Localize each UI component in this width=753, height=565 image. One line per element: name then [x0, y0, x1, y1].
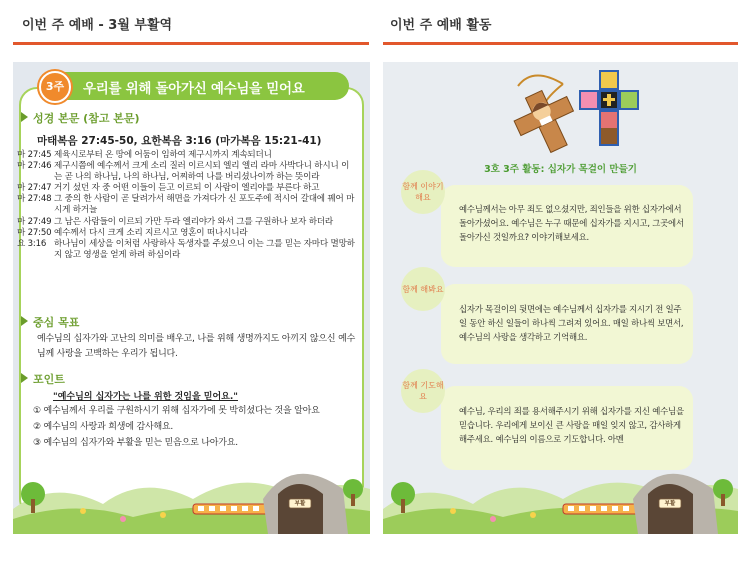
scripture-heading: 성경 본문 (참고 본문) [21, 110, 140, 126]
verse-ref: 마 27:50 [17, 227, 52, 238]
verse-text: 예수께서 다시 크게 소리 지르시고 영혼이 떠나시니라 [54, 227, 248, 238]
verse-row [17, 239, 357, 261]
do-label: 함께 해봐요 [401, 267, 445, 311]
verse-row [17, 150, 357, 161]
verse-ref: 마 27:48 [17, 194, 52, 205]
verse-row [17, 161, 357, 183]
activity-panel [383, 62, 738, 534]
lesson-title: 우리를 위해 돌아가신 예수님을 믿어요 [83, 81, 305, 97]
scripture-reference: 마태복음 27:45-50, 요한복음 3:16 (마가복음 15:21-41) [37, 135, 322, 147]
landscape-illustration [13, 449, 370, 534]
scene-sign: 부활 [294, 501, 306, 507]
pray-label: 함께 기도해요 [401, 369, 445, 413]
verse-text: 그 남은 사람들이 이르되 가만 두라 엘리야가 와서 그를 구원하나 보자 하더라 [54, 216, 333, 227]
point-item: ② 예수님의 사랑과 희생에 감사해요. [33, 422, 174, 432]
verse-ref: 요 3:16 [17, 238, 47, 249]
verse-text: 거기 섰던 자 중 어떤 이들이 듣고 이르되 이 사람이 엘리야를 부른다 하고 [54, 183, 320, 194]
left-header-rule [13, 42, 369, 45]
triangle-bullet-icon [21, 316, 28, 326]
week-badge: 3주 [39, 71, 71, 103]
triangle-bullet-icon [21, 112, 28, 122]
verse-text: 제육시로부터 온 땅에 어둠이 임하여 제구시까지 계속되더니 [54, 150, 272, 160]
verse-row [17, 228, 357, 239]
verse-ref: 마 27:45 [17, 150, 52, 160]
verse-row [17, 183, 357, 194]
point-heading: 포인트 [21, 371, 65, 387]
verse-text: 하나님이 세상을 이처럼 사랑하사 독생자를 주셨으니 이는 그를 믿는 자마다 멸망하지 않고 영생을 얻게 하려 하심이라 [54, 238, 355, 260]
landscape-illustration [383, 449, 738, 534]
talk-label: 함께 이야기 해요 [401, 170, 445, 214]
do-bubble: 십자가 목걸이의 뒷면에는 예수님께서 십자가를 지시기 전 일주일 동안 하신 일들이 하나씩 그려져 있어요. 매일 하나씩 보면서, 예수님의 사랑을 생각하고 기억해요. [441, 284, 693, 364]
right-page-header: 이번 주 예배 활동 [390, 18, 492, 33]
verse-ref: 마 27:46 [17, 161, 52, 172]
worship-panel [13, 62, 370, 534]
goal-heading: 중심 목표 [21, 314, 79, 330]
right-header-rule [383, 42, 738, 45]
verse-text: 제구시쯤에 예수께서 크게 소리 질러 이르시되 엘리 엘리 라마 사박다니 하시니 이는 곧 나의 하나님, 나의 하나님, 어찌하여 나를 버리셨나이까 하는 뜻이라 [54, 161, 350, 183]
verse-text: 그 중의 한 사람이 곧 달려가서 해면을 가져다가 신 포도주에 적시어 갈대에 꿰어 마시게 하거늘 [54, 194, 355, 216]
lesson-title-pill [41, 72, 349, 100]
cross-necklace-illustration [503, 66, 643, 154]
left-page-header: 이번 주 예배 - 3월 부활역 [22, 18, 173, 33]
scene-sign: 부활 [664, 501, 676, 507]
pray-bubble: 예수님, 우리의 죄를 용서해주시기 위해 십자가를 지신 예수님을 믿습니다. 우리에게 보이신 큰 사랑을 매일 잊지 않고, 감사하게 해주세요. 예수님의 이름으로 기도합니다. 아멘 [441, 386, 693, 470]
point-list [33, 403, 320, 451]
point-item: ① 예수님께서 우리를 구원하시기 위해 십자가에 못 박히셨다는 것을 알아요 [33, 406, 320, 416]
verse-ref: 마 27:49 [17, 216, 52, 227]
talk-bubble: 예수님께서는 아무 죄도 없으셨지만, 죄인들을 위한 십자가에서 돌아가셨어요. 예수님은 누구 때문에 십자가를 지시고, 그곳에서 돌아가신 것일까요? 이야기해보세요. [441, 185, 693, 267]
triangle-bullet-icon [21, 373, 28, 383]
verse-row [17, 194, 357, 216]
goal-text: 예수님의 십자가와 고난의 의미를 배우고, 나를 위해 생명까지도 아끼지 않으신 예수님께 사랑을 고백하는 우리가 됩니다. [37, 334, 356, 359]
activity-title: 3호 3주 활동: 십자가 목걸이 만들기 [484, 164, 637, 175]
point-item: ③ 예수님의 십자가와 부활을 믿는 믿음으로 나아가요. [33, 438, 238, 448]
verse-list [17, 150, 357, 261]
verse-ref: 마 27:47 [17, 183, 52, 194]
verse-row [17, 217, 357, 228]
point-quote: "예수님의 십자가는 나를 위한 것임을 믿어요." [53, 392, 238, 402]
